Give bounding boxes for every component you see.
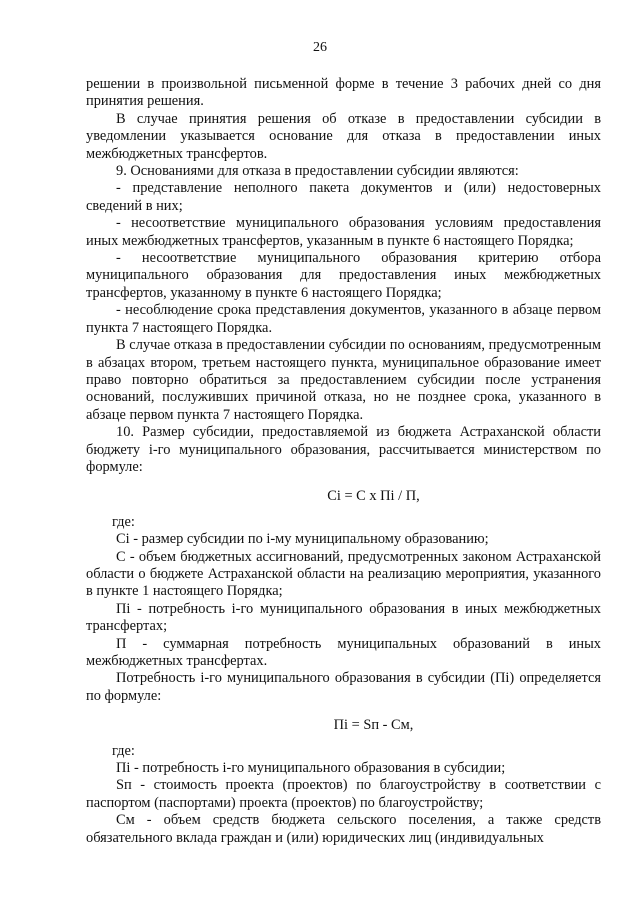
definition-need-pi: Пi - потребность i-го муниципального образования в субсидии; bbox=[116, 760, 506, 777]
paragraph-subsidy-size: 10. Размер субсидии, предоставляемой из бюджета Астраханской области бюджету i-го муниципального образования, рассчитывается министерством по формуле: bbox=[86, 424, 601, 475]
definition-p: П - суммарная потребность муниципальных образований в иных межбюджетных трансфертах. bbox=[86, 635, 601, 669]
definition-sp: Sп - стоимость проекта (проектов) по благоустройству в соответствии с паспортом (паспортами) проекта (проектов) по благоустройству; bbox=[86, 777, 601, 811]
formula-need: Пi = Sп - См, bbox=[333, 717, 414, 734]
list-item-criterion-mismatch: - несоответствие муниципального образования критерию отбора муниципального образования для предоставления иных межбюджетных трансфертов, указанному в пункте 6 настоящего Порядка; bbox=[86, 250, 601, 301]
list-item-conditions-mismatch: - несоответствие муниципального образования условиям предоставления иных межбюджетных трансфертов, указанным в пункте 6 настоящего Порядка; bbox=[86, 215, 601, 249]
formula-subsidy-size: Ci = C х Пi / П, bbox=[327, 488, 420, 505]
where-label: где: bbox=[112, 513, 135, 530]
paragraph-refusal-notice: В случае принятия решения об отказе в предоставлении субсидии в уведомлении указывается основание для отказа в предоставлении иных межбюджетных трансфертов. bbox=[86, 110, 601, 162]
paragraph-refusal-grounds-heading: 9. Основаниями для отказа в предоставлении субсидии являются: bbox=[116, 163, 519, 180]
list-item-deadline-violation: - несоблюдение срока представления документов, указанного в абзаце первом пункта 7 настоящего Порядка. bbox=[86, 302, 601, 336]
paragraph-need-definition: Потребность i-го муниципального образования в субсидии (Пi) определяется по формуле: bbox=[86, 670, 601, 704]
definition-pi: Пi - потребность i-го муниципального образования в иных межбюджетных трансфертах; bbox=[86, 600, 601, 635]
definition-sm: См - объем средств бюджета сельского поселения, а также средств обязательного вклада граждан и (или) юридических лиц (индивидуальных bbox=[86, 812, 601, 846]
paragraph-repeat-application: В случае отказа в предоставлении субсидии по основаниям, предусмотренным в абзацах втором, третьем настоящего пункта, муниципальное образование имеет право повторно обратиться за предоставлением субсидии после устранения оснований, послуживших причиной отказа, но не позднее срока, указанного в абзаце первом пункта 7 настоящего Порядка. bbox=[86, 337, 601, 423]
document-body bbox=[86, 76, 601, 847]
page-number: 26 bbox=[313, 40, 327, 55]
list-item-incomplete-documents: - представление неполного пакета документов и (или) недостоверных сведений в них; bbox=[86, 180, 601, 214]
definition-c: C - объем бюджетных ассигнований, предусмотренных законом Астраханской области о бюджете Астраханской области на реализацию мероприятия, указанного в пункте 1 настоящего Порядка; bbox=[86, 548, 601, 600]
where-label-2: где: bbox=[112, 742, 135, 759]
paragraph-continuation: решении в произвольной письменной форме в течение 3 рабочих дней со дня принятия решения. bbox=[86, 76, 601, 110]
definition-ci: Ci - размер субсидии по i-му муниципальному образованию; bbox=[116, 531, 489, 548]
